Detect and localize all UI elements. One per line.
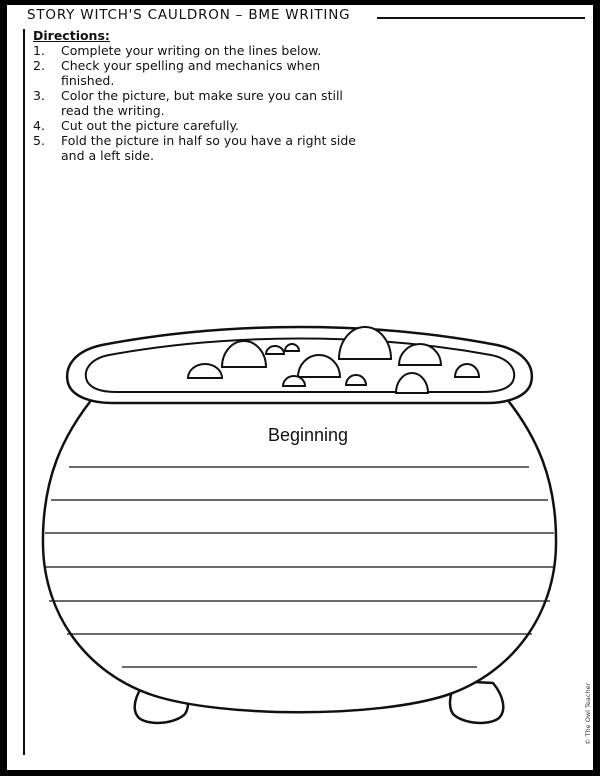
worksheet-sheet (7, 5, 593, 770)
directions-heading: Directions: (33, 28, 110, 43)
direction-text: Complete your writing on the lines below. (61, 43, 322, 58)
cauldron-icon (7, 5, 593, 770)
direction-text: Check your spelling and mechanics when finished. (61, 58, 321, 88)
direction-number: 2. (33, 58, 45, 73)
worksheet-title: STORY WITCH'S CAULDRON – BME WRITING (27, 7, 351, 23)
section-label-beginning: Beginning (267, 425, 349, 445)
bubble (285, 344, 299, 351)
direction-text: Fold the picture in half so you have a right side and a left side. (61, 133, 356, 163)
direction-text: Color the picture, but make sure you can still read the writing. (61, 88, 343, 118)
bubble (266, 346, 284, 354)
direction-text: Cut out the picture carefully. (61, 118, 240, 133)
direction-number: 3. (33, 88, 45, 103)
direction-number: 4. (33, 118, 45, 133)
copyright-text: © The Owl Teacher (584, 682, 592, 745)
direction-number: 5. (33, 133, 45, 148)
direction-number: 1. (33, 43, 45, 58)
